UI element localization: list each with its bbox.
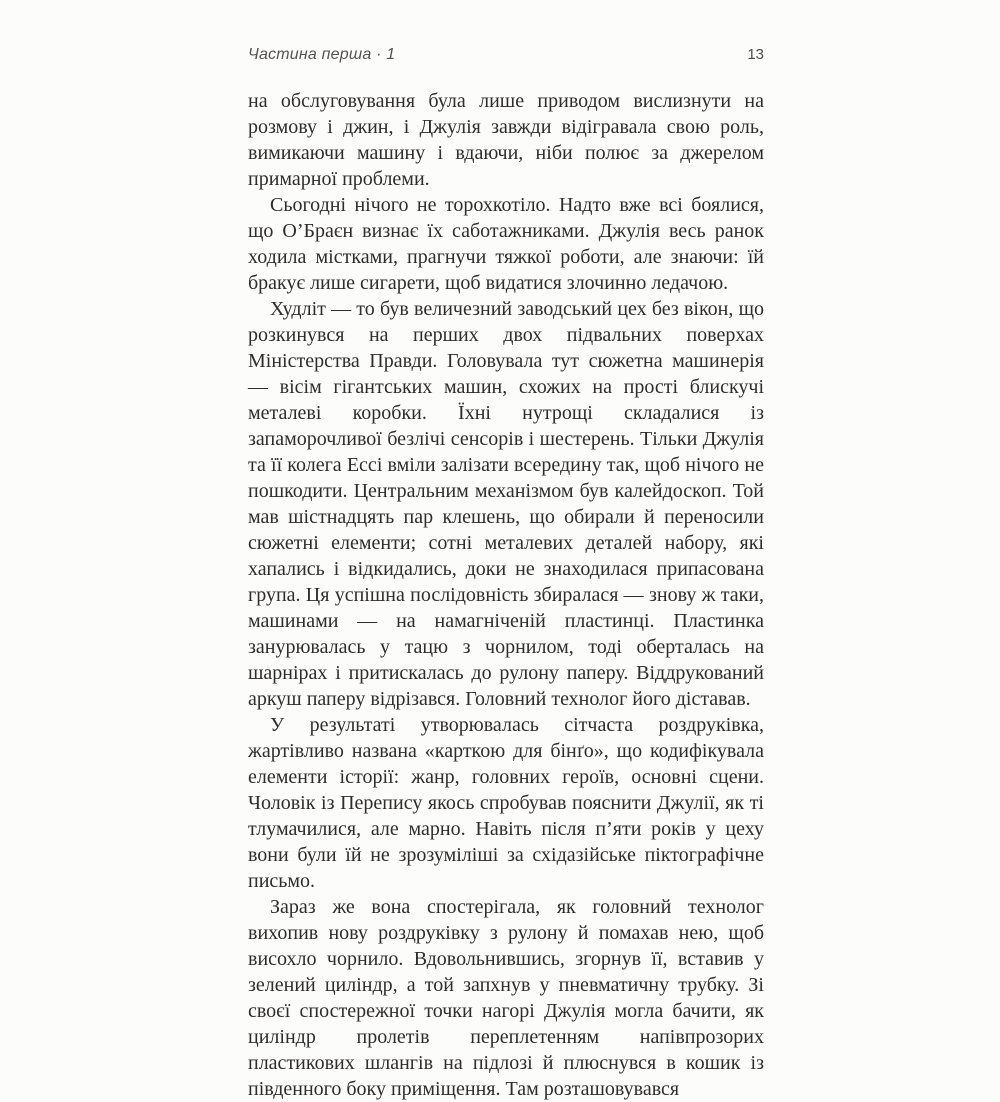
paragraph: Зараз же вона спостерігала, як головний технолог вихопив нову роздруківку з рулону й помахав нею, щоб висохло чорнило. Вдовольнившись, згорнув її, вставив у зелений циліндр, а той запхнув у пневматичну трубку. Зі своєї спостережної точки нагорі Джулія могла бачити, як циліндр пролетів переплетенням напівпрозорих пластикових шлангів на підлозі й плюснувся в кошик із південного боку приміщення. Там розташовувався xyxy=(248,896,764,1100)
paragraph: Сьогодні нічого не торохкотіло. Надто вже всі боялися, що О’Браєн визнає їх саботажниками. Джулія весь ранок ходила містками, прагнучи тяжкої роботи, але знаючи: їй бракує лише сигарети, щоб видатися злочинно ледачою. xyxy=(248,194,764,294)
running-title: Частина перша · 1 xyxy=(248,46,396,63)
body-text xyxy=(248,88,764,1102)
page-header xyxy=(248,46,764,64)
paragraph: У результаті утворювалась сітчаста роздруківка, жартівливо названа «карткою для бінґо», що кодифікувала елементи історії: жанр, головних героїв, основні сцени. Чоловік із Перепису якось спробував пояснити Джулії, як ті тлумачилися, але марно. Навіть після п’яти років у цеху вони були їй не зрозуміліші за східазійське піктографічне письмо. xyxy=(248,714,764,892)
paragraph: Худліт — то був величезний заводський цех без вікон, що розкинувся на перших двох підвальних поверхах Міністерства Правди. Головувала тут сюжетна машинерія — вісім гігантських машин, схожих на прості блискучі металеві коробки. Їхні нутрощі складалися із запаморочливої безлічі сенсорів і шестерень. Тільки Джулія та її колега Ессі вміли залізати всередину так, щоб нічого не пошкодити. Центральним механізмом був калейдоскоп. Той мав шістнадцять пар клешень, що обирали й переносили сюжетні елементи; сотні металевих деталей набору, які хапались і відкидались, доки не знаходилася припасована група. Ця успішна послідовність збиралася — знову ж таки, машинами — на намагніченій пластинці. Пластинка занурювалась у тацю з чорнилом, тоді оберталась на шарнірах і притискалась до рулону паперу. Віддрукований аркуш паперу відрізався. Головний технолог його діставав. xyxy=(248,298,764,710)
page-number: 13 xyxy=(747,46,764,63)
paragraph: на обслуговування була лише приводом вислизнути на розмову і джин, і Джулія завжди відігравала свою роль, вимикаючи машину і вдаючи, ніби полює за джерелом примарної проблеми. xyxy=(248,90,764,190)
